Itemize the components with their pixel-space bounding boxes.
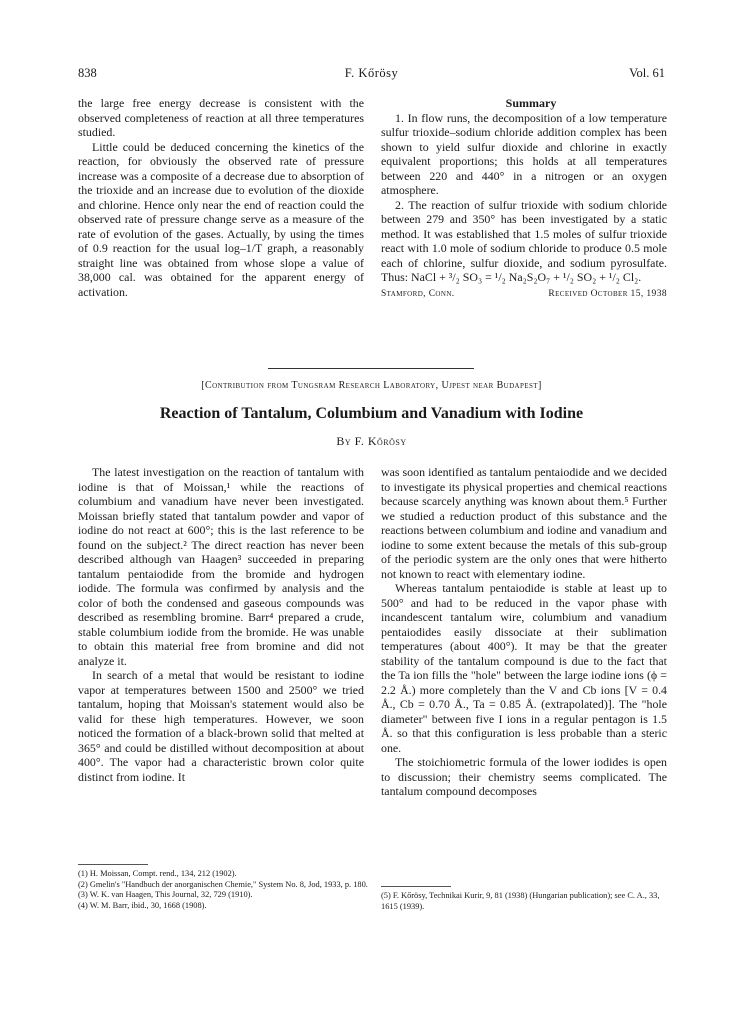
summary-item: 2. The reaction of sulfur trioxide with sodium chloride between 279 and 350° has been investigated by a static method. It was established that 1.5 moles of sulfur trioxide react with 1.0 mole of sodium chloride to produce 0.5 mole each of chlorine, sulfur dioxide, and sodium pyrosulfate. Thus: NaCl + ³/₂ SO₃ = ¹/₂ Na₂S₂O₇ + ¹/₂ SO₂ + ¹/₂ Cl₂. xyxy=(381,197,667,284)
footnote: (3) W. K. van Haagen, This Journal, 32, 729 (1910). xyxy=(78,890,253,900)
paragraph: Whereas tantalum pentaiodide is stable at least up to 500° and had to be reduced in the vapor phase with incandescent tantalum wire, columbium and vanadium pentaiodides easily dissociate at their sublimation temperatures (about 400°). It may be that the greater stability of the tantalum compound is due to the fact that the Ta ion fills the "hole" between the large iodine ions (ϕ = 2.2 Å.) more completely than the V and Cb ions [V = 0.4 Å., Cb = 0.70 Å., Ta = 0.85 Å. (extrapolated)]. The "hole diameter" between five I ions in a regular pentagon is 1.5 Å. so that this configuration is less probable than a steric one. xyxy=(381,581,667,755)
footnote: (2) Gmelin's "Handbuch der anorganischen Chemie," System No. 8, Jod, 1933, p. 180. xyxy=(78,879,368,889)
signature-place: Stamford, Conn. xyxy=(381,288,455,299)
contribution-line: [Contribution from Tungsram Research Laboratory, Ujpest near Budapest] xyxy=(201,380,542,391)
running-head-author: F. Kőrösy xyxy=(344,66,399,80)
summary-item: 1. In flow runs, the decomposition of a low temperature sulfur trioxide–sodium chloride addition complex has been shown to yield sulfur dioxide and chlorine in exactly equivalent proportions; this holds at all temperatures between 220 and 440° in a nitrogen or an oxygen atmosphere. xyxy=(381,110,667,197)
signature-line xyxy=(381,287,667,302)
article-column-right xyxy=(381,465,667,799)
footnote: (4) W. M. Barr, ibid., 30, 1668 (1908). xyxy=(78,900,207,910)
paragraph: The stoichiometric formula of the lower iodides is open to discussion; their chemistry seems complicated. The tantalum compound decomposes xyxy=(381,755,667,798)
summary-column xyxy=(381,96,667,301)
paragraph: was soon identified as tantalum pentaiodide and we decided to investigate its physical properties and chemical reactions because scarcely anything was known about them.⁵ Further we studied a reduction product of this substance and the reactions between columbium and iodine and vanadium and iodine to some extent because the metals of this sub-group of the periodic system are the only ones that were hitherto not known to react with elementary iodine. xyxy=(381,465,667,581)
prev-article-column xyxy=(78,96,364,299)
footnote: (5) F. Kőrösy, Technikai Kurir, 9, 81 (1938) (Hungarian publication); see C. A., 33, 1615 (1939). xyxy=(381,891,660,911)
received-date: Received October 15, 1938 xyxy=(548,288,667,299)
byline: By F. Kőrösy xyxy=(336,434,407,448)
paragraph: the large free energy decrease is consistent with the observed completeness of reaction at all three temperatures studied. xyxy=(78,96,364,139)
footnotes-left xyxy=(78,869,368,911)
article-title: Reaction of Tantalum, Columbium and Vanadium with Iodine xyxy=(159,405,584,422)
paragraph: In search of a metal that would be resistant to iodine vapor at temperatures between 1500 and 2500° we tried tantalum, hoping that Moissan's statement would also be valid for these high temperatures. However, we soon noticed the formation of a black-brown solid that melted at 365° and could be distilled without decomposition at about 400°. The vapor had a characteristic brown color quite distinct from iodine. It xyxy=(78,668,364,784)
paragraph: Little could be deduced concerning the kinetics of the reaction, for obviously the observed rate of pressure increase was a composite of a decrease due to absorption of the trioxide and an increase due to evolution of the dioxide and chlorine. Hence only near the end of reaction could the observed rate of pressure change serve as a measure of the rate of evolution of the gases. Actually, by using the times of 0.9 reaction for the usual log–1/T graph, a reasonably straight line was obtained from whose slope a value of 38,000 cal. was obtained for the apparent energy of activation. xyxy=(78,139,364,299)
summary-heading: Summary xyxy=(505,96,557,110)
footnote-rule-right xyxy=(381,886,451,887)
footnote-rule-left xyxy=(78,864,148,865)
volume-label: Vol. 61 xyxy=(629,66,665,80)
footnotes-right xyxy=(381,891,671,912)
paragraph: The latest investigation on the reaction of tantalum with iodine is that of Moissan,¹ while the reactions of columbium and vanadium have never been investigated. Moissan briefly stated that tantalum powder and vapor of iodine do not react at 600°; this is the last reference to be found on the subject.² The direct reaction has never been described although van Haagen³ succeeded in preparing tantalum pentaiodide from the bromide and hydrogen iodide. The formula was confirmed by analysis and the color of both the condensed and gaseous compounds was described as resembling bromine. Barr⁴ prepared a crude, stable columbium iodide from the bromide. He was unable to obtain this material free from bromine and did not analyze it. xyxy=(78,465,364,668)
article-column-left xyxy=(78,465,364,784)
section-divider xyxy=(268,368,474,369)
page-number: 838 xyxy=(78,66,97,80)
footnote: (1) H. Moissan, Compt. rend., 134, 212 (1902). xyxy=(78,869,237,878)
